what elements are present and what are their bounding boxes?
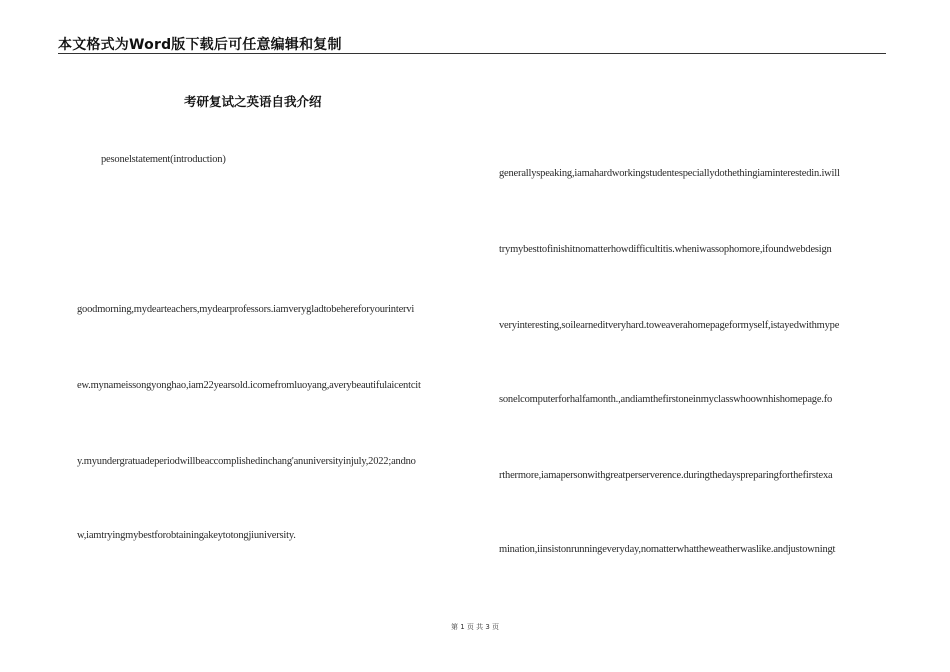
document-subheading: pesonelstatement(introduction) <box>101 154 226 165</box>
header-banner: 本文格式为Word版下载后可任意编辑和复制 <box>58 37 342 53</box>
paragraph-line: ew.mynameissongyonghao,iam22yearsold.icomefromluoyang,averybeautifulaicentcit <box>77 380 421 391</box>
paragraph-line: y.myundergratuadeperiodwillbeaccomplishedinchang'anuniversityinjuly,2022;andno <box>77 456 416 467</box>
document-title: 考研复试之英语自我介绍 <box>184 94 322 109</box>
paragraph-line: goodmorning,mydearteachers,mydearprofessors.iamverygladtobehereforyourintervi <box>77 304 415 315</box>
header-divider <box>58 53 886 54</box>
paragraph-line: generallyspeaking,iamahardworkingstudentespeciallydothethingiaminterestedin.iwill <box>499 168 840 179</box>
paragraph-line: w,iamtryingmybestforobtainingakeytotongjiuniversity. <box>77 530 296 541</box>
paragraph-line: sonelcomputerforhalfamonth.,andiamthefirstoneinmyclasswhoownhishomepage.fo <box>499 394 833 405</box>
paragraph-line: mination,iinsistonrunningeveryday,nomatterwhattheweatherwaslike.andjustowningt <box>499 544 836 555</box>
paragraph-line: veryinteresting,soilearneditveryhard.toweaverahomepageformyself,istayedwithmype <box>499 320 840 331</box>
paragraph-line: trymybesttofinishitnomatterhowdifficultitis.wheniwassophomore,ifoundwebdesign <box>499 244 832 255</box>
paragraph-line: rthermore,iamapersonwithgreatperserverence.duringthedayspreparingforthefirstexa <box>499 470 833 481</box>
page-indicator: 第 1 页 共 3 页 <box>450 623 500 631</box>
